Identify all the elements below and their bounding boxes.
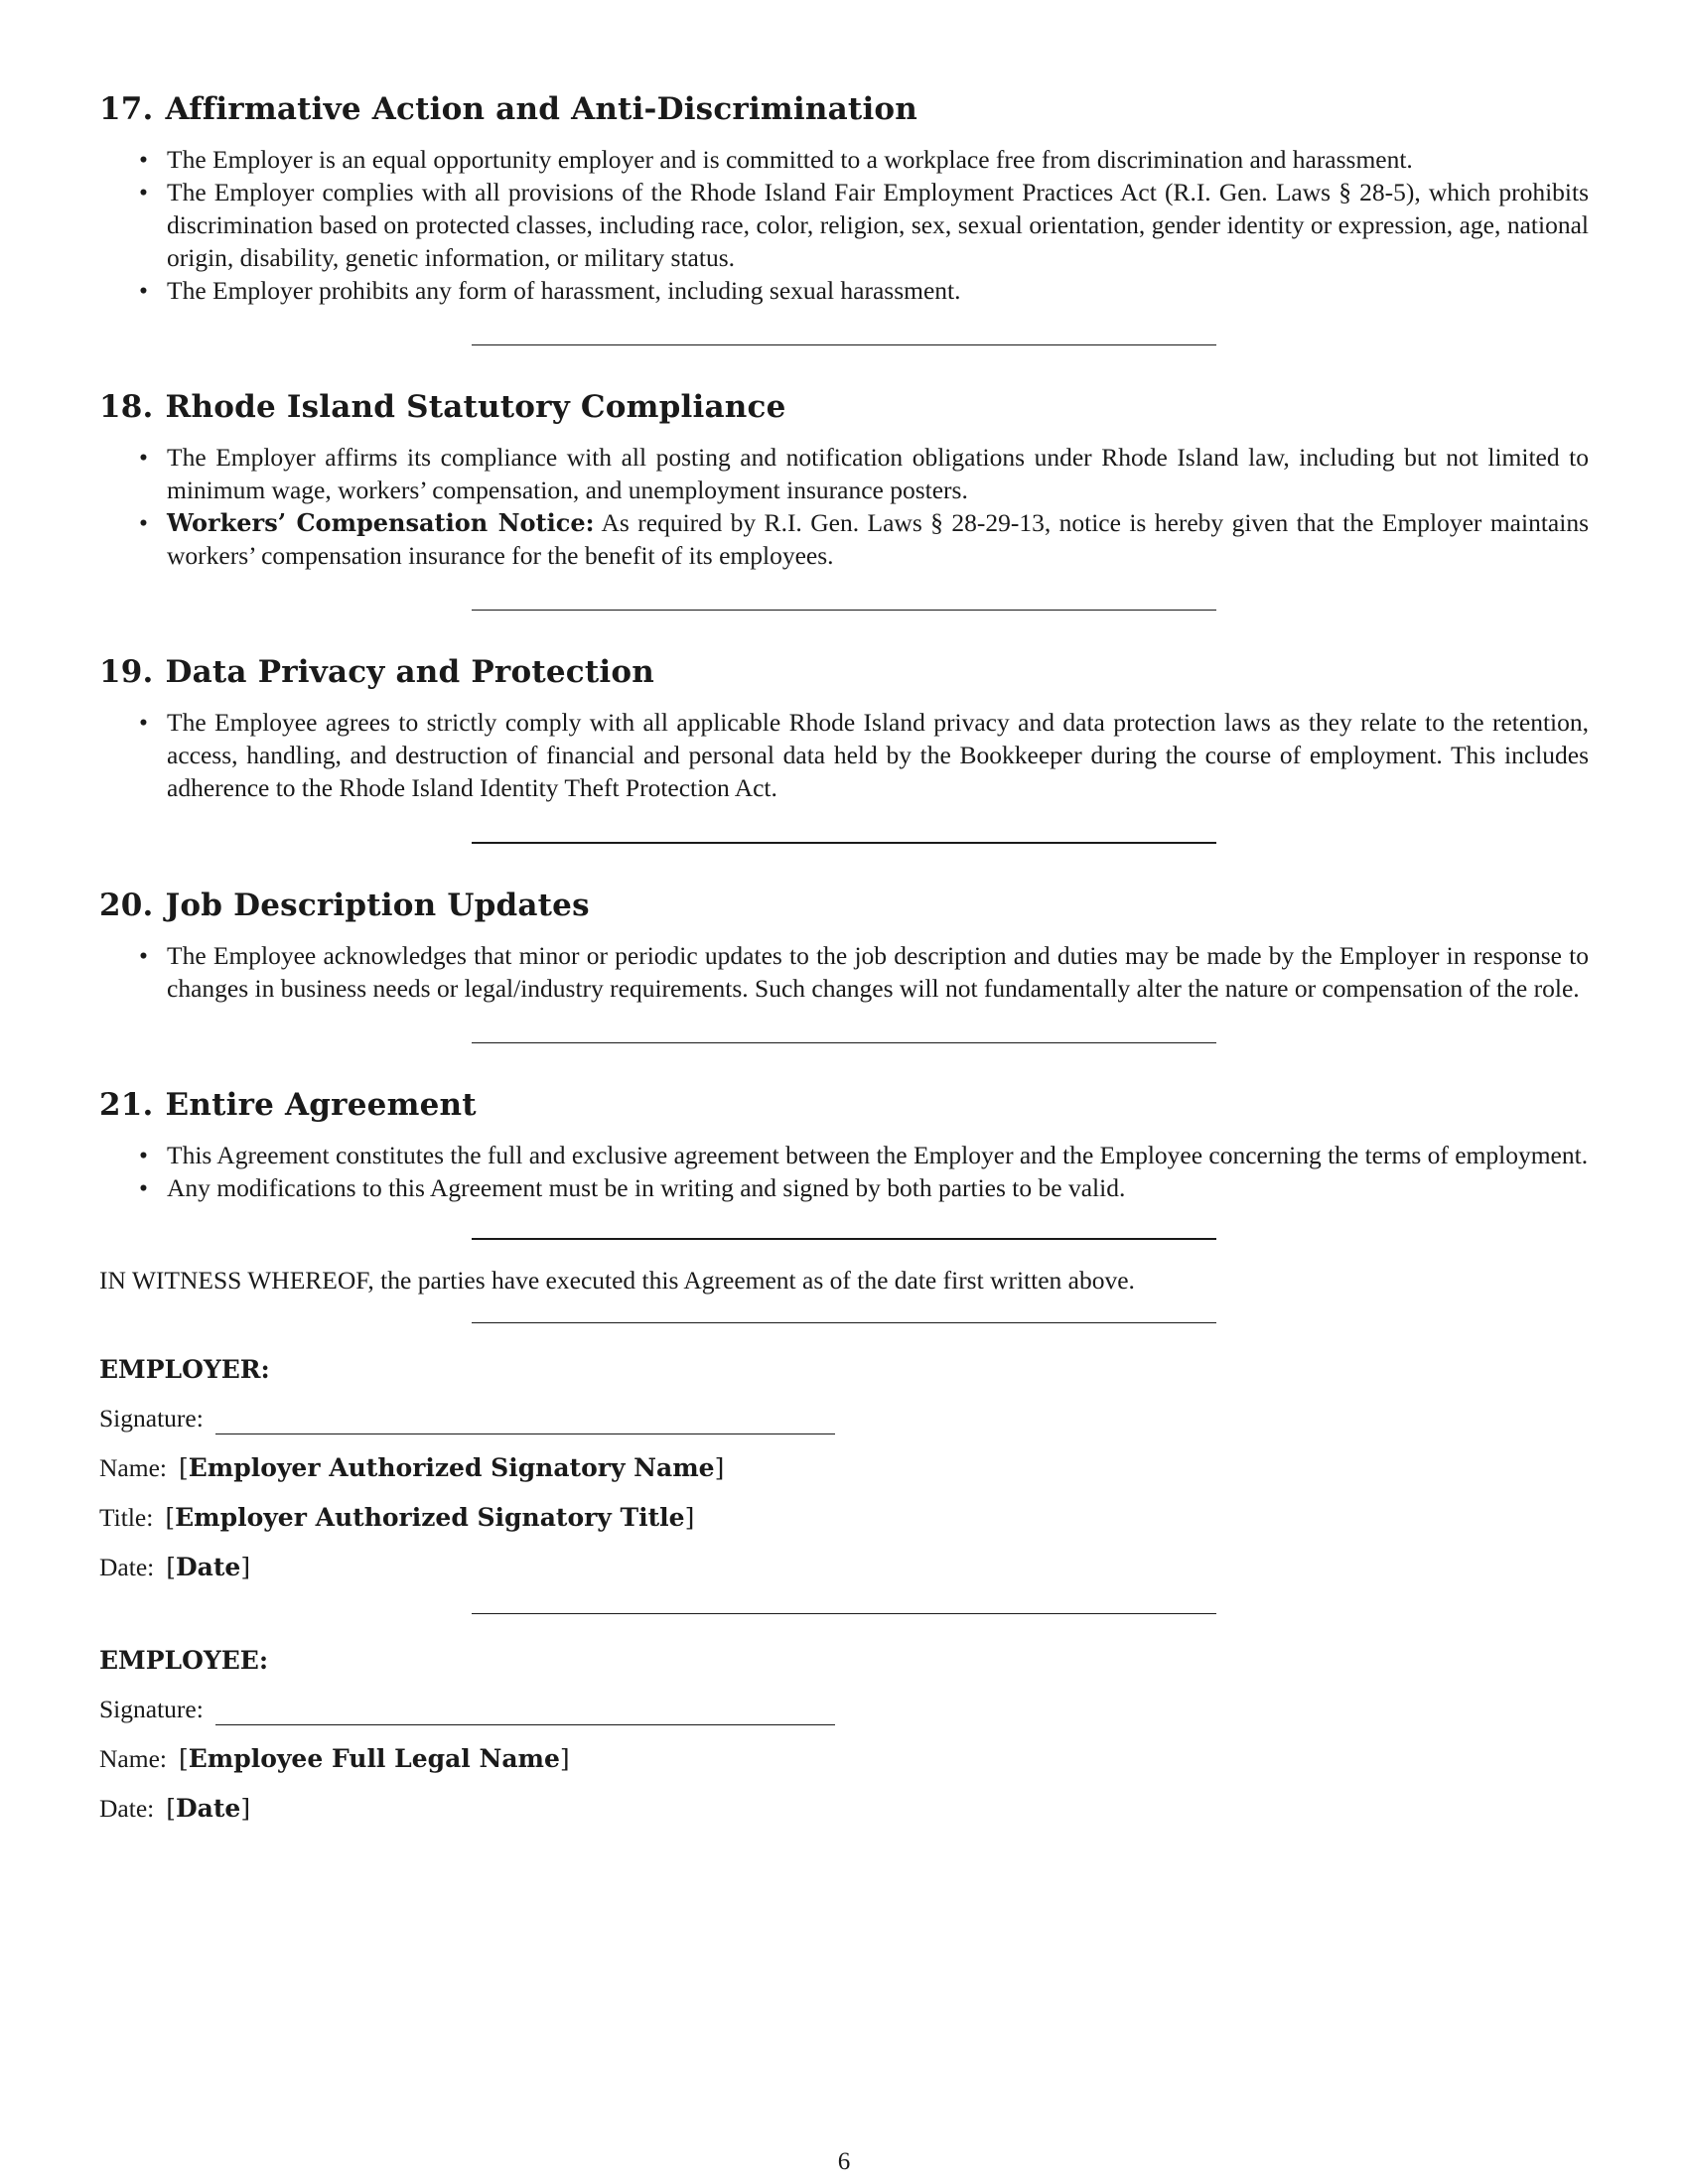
section-18 — [99, 387, 1589, 572]
notice-label: Workers’ Compensation Notice: — [167, 508, 595, 537]
section-heading — [99, 387, 1589, 427]
section-heading — [99, 1085, 1589, 1125]
employee-signature-row — [99, 1693, 1589, 1725]
bullet-list — [99, 939, 1589, 1005]
list-item: • The Employer prohibits any form of harassment, including sexual harassment. — [167, 274, 1589, 307]
date-label: Date: — [99, 1553, 155, 1581]
employee-name-value: [Employee Full Legal Name] — [178, 1744, 570, 1773]
employer-heading: EMPLOYER: — [99, 1355, 270, 1384]
employee-signature-block — [99, 1644, 1589, 1825]
section-20 — [99, 886, 1589, 1005]
section-title: Job Description Updates — [165, 887, 590, 923]
bullet-list — [99, 441, 1589, 572]
section-number: 21. — [99, 1087, 154, 1123]
list-item: • This Agreement constitutes the full and exclusive agreement between the Employer and the Employee concerning the terms of employment. — [167, 1139, 1589, 1171]
document-page — [99, 89, 1589, 1842]
section-heading — [99, 886, 1589, 925]
employee-name-row — [99, 1742, 1589, 1775]
section-number: 19. — [99, 654, 154, 690]
employer-name-row — [99, 1451, 1589, 1484]
section-divider — [472, 1613, 1216, 1614]
employee-date-row — [99, 1792, 1589, 1825]
employer-date-row — [99, 1551, 1589, 1583]
list-item: • Any modifications to this Agreement must be in writing and signed by both parties to be valid. — [167, 1171, 1589, 1204]
page-number: 6 — [837, 2148, 851, 2175]
employer-name-value: [Employer Authorized Signatory Name] — [178, 1453, 725, 1482]
bullet-list — [99, 1139, 1589, 1204]
list-item: • The Employee acknowledges that minor or periodic updates to the job description and duties may be made by the Employer in response to changes in business needs or legal/industry requirements. Such changes will not fundamentally alter the nature or compensation of the role. — [167, 939, 1589, 1005]
employer-signature-row — [99, 1402, 1589, 1434]
section-title: Affirmative Action and Anti-Discrimination — [165, 91, 918, 127]
employee-signature-line[interactable] — [215, 1699, 835, 1725]
witness-clause: IN WITNESS WHEREOF, the parties have executed this Agreement as of the date first written above. — [99, 1266, 1135, 1295]
section-divider — [472, 1042, 1216, 1043]
section-heading — [99, 89, 1589, 129]
employee-date-value: [Date] — [166, 1794, 251, 1823]
bullet-list — [99, 706, 1589, 804]
signature-label: Signature: — [99, 1404, 204, 1433]
date-label: Date: — [99, 1794, 155, 1823]
section-number: 18. — [99, 389, 154, 425]
section-divider — [472, 610, 1216, 611]
list-item: • The Employer complies with all provisions of the Rhode Island Fair Employment Practices Act (R.I. Gen. Laws § 28-5), which prohibits discrimination based on protected classes, including race, color, religion, sex, sexual orientation, gender identity or expression, age, national origin, disability, genetic information, or military status. — [167, 176, 1589, 274]
section-divider — [472, 842, 1216, 844]
name-label: Name: — [99, 1744, 167, 1773]
employer-title-row — [99, 1501, 1589, 1534]
list-item: • The Employer affirms its compliance with all posting and notification obligations under Rhode Island law, including but not limited to minimum wage, workers’ compensation, and unemployment insurance posters. — [167, 441, 1589, 506]
employer-date-value: [Date] — [166, 1553, 251, 1581]
section-divider — [472, 1322, 1216, 1323]
employee-heading: EMPLOYEE: — [99, 1646, 269, 1675]
section-divider — [472, 344, 1216, 345]
section-number: 17. — [99, 91, 154, 127]
notice-text: As required by R.I. Gen. Laws § 28-29-13, notice is hereby given that the Employer maintains workers’ compensation insurance for the benefit of its employees. — [167, 508, 1589, 570]
bullet-list — [99, 143, 1589, 307]
name-label: Name: — [99, 1453, 167, 1482]
list-item: • The Employer is an equal opportunity employer and is committed to a workplace free from discrimination and harassment. — [167, 143, 1589, 176]
employer-title-value: [Employer Authorized Signatory Title] — [165, 1503, 695, 1532]
section-21 — [99, 1085, 1589, 1204]
section-title: Data Privacy and Protection — [165, 654, 654, 690]
list-item — [167, 506, 1589, 572]
section-heading — [99, 652, 1589, 692]
list-item: • The Employee agrees to strictly comply with all applicable Rhode Island privacy and data protection laws as they relate to the retention, access, handling, and destruction of financial and personal data held by the Bookkeeper during the course of employment. This includes adherence to the Rhode Island Identity Theft Protection Act. — [167, 706, 1589, 804]
signature-label: Signature: — [99, 1695, 204, 1723]
section-17 — [99, 89, 1589, 307]
section-title: Rhode Island Statutory Compliance — [165, 389, 786, 425]
employer-signature-line[interactable] — [215, 1408, 835, 1434]
section-title: Entire Agreement — [165, 1087, 477, 1123]
section-19 — [99, 652, 1589, 804]
section-divider — [472, 1238, 1216, 1240]
employer-signature-block — [99, 1353, 1589, 1583]
title-label: Title: — [99, 1503, 154, 1532]
section-number: 20. — [99, 887, 154, 923]
